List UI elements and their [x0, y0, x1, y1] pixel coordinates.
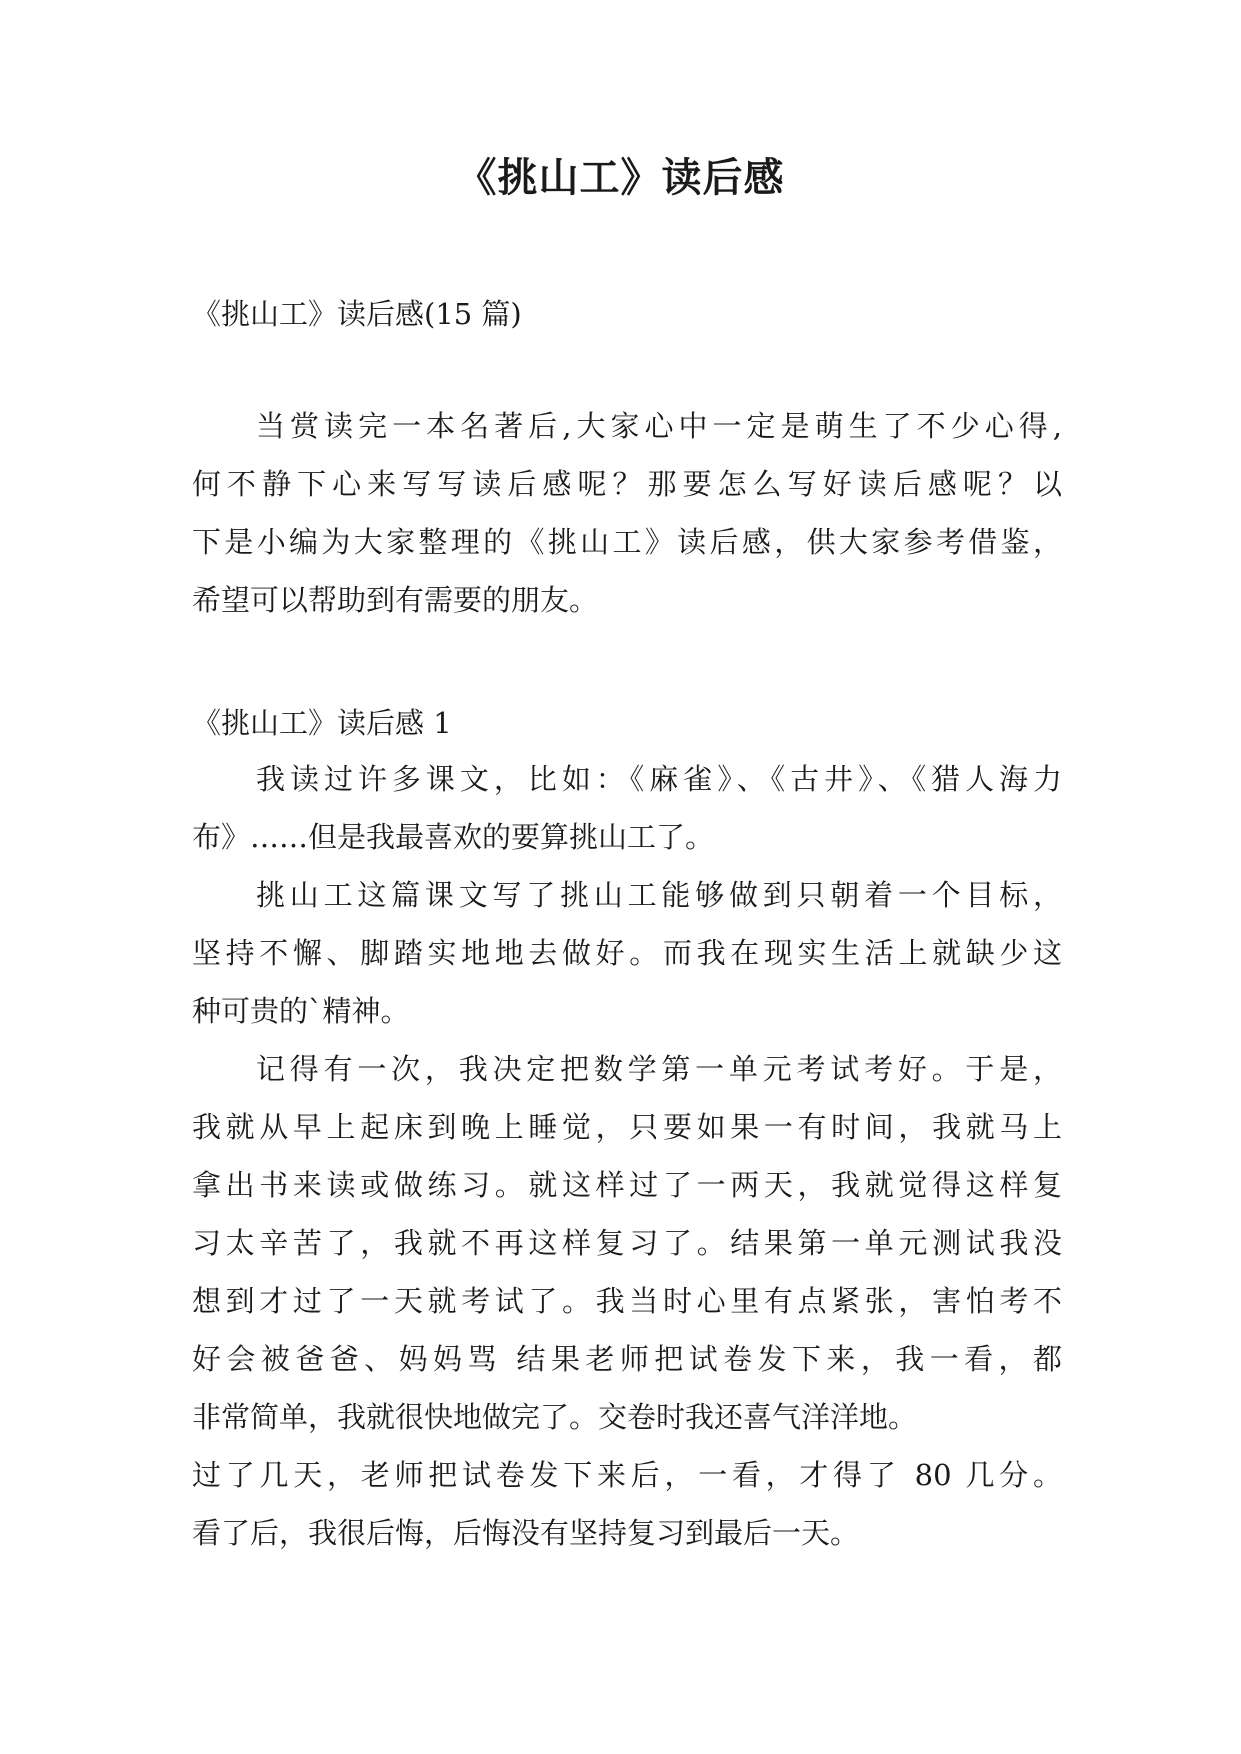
body-line-4: 坚持不懈、脚踏实地地去做好。而我在现实生活上就缺少这 — [192, 936, 1062, 970]
body-line-12: 非常简单，我就很快地做完了。交卷时我还喜气洋洋地。 — [192, 1400, 918, 1434]
body-line-3: 挑山工这篇课文写了挑山工能够做到只朝着一个目标， — [256, 878, 1062, 912]
section-heading: 《挑山工》读后感 1 — [192, 706, 452, 740]
body-line-13: 过了几天，老师把试卷发下来后，一看，才得了 80 几分。 — [192, 1458, 1062, 1492]
intro-line-3: 下是小编为大家整理的《挑山工》读后感，供大家参考借鉴， — [192, 525, 1062, 559]
body-line-5: 种可贵的`精神。 — [192, 994, 410, 1028]
body-line-2: 布》……但是我最喜欢的要算挑山工了。 — [192, 820, 715, 854]
body-line-1: 我读过许多课文，比如：《麻雀》、《古井》、《猎人海力 — [256, 762, 1062, 796]
intro-line-2: 何不静下心来写写读后感呢？那要怎么写好读后感呢？以 — [192, 467, 1062, 501]
body-line-8: 拿出书来读或做练习。就这样过了一两天，我就觉得这样复 — [192, 1168, 1062, 1202]
document-subtitle: 《挑山工》读后感(15 篇) — [192, 297, 522, 331]
intro-line-4: 希望可以帮助到有需要的朋友。 — [192, 583, 599, 617]
document-title: 《挑山工》读后感 — [456, 155, 785, 201]
body-line-11: 好会被爸爸、妈妈骂 结果老师把试卷发下来，我一看，都 — [192, 1342, 1062, 1376]
body-line-9: 习太辛苦了，我就不再这样复习了。结果第一单元测试我没 — [192, 1226, 1062, 1260]
body-line-14: 看了后，我很后悔，后悔没有坚持复习到最后一天。 — [192, 1516, 860, 1550]
intro-line-1: 当赏读完一本名著后,大家心中一定是萌生了不少心得, — [256, 409, 1062, 443]
body-line-7: 我就从早上起床到晚上睡觉，只要如果一有时间，我就马上 — [192, 1110, 1062, 1144]
body-line-10: 想到才过了一天就考试了。我当时心里有点紧张，害怕考不 — [192, 1284, 1062, 1318]
body-line-6: 记得有一次，我决定把数学第一单元考试考好。于是， — [256, 1052, 1062, 1086]
